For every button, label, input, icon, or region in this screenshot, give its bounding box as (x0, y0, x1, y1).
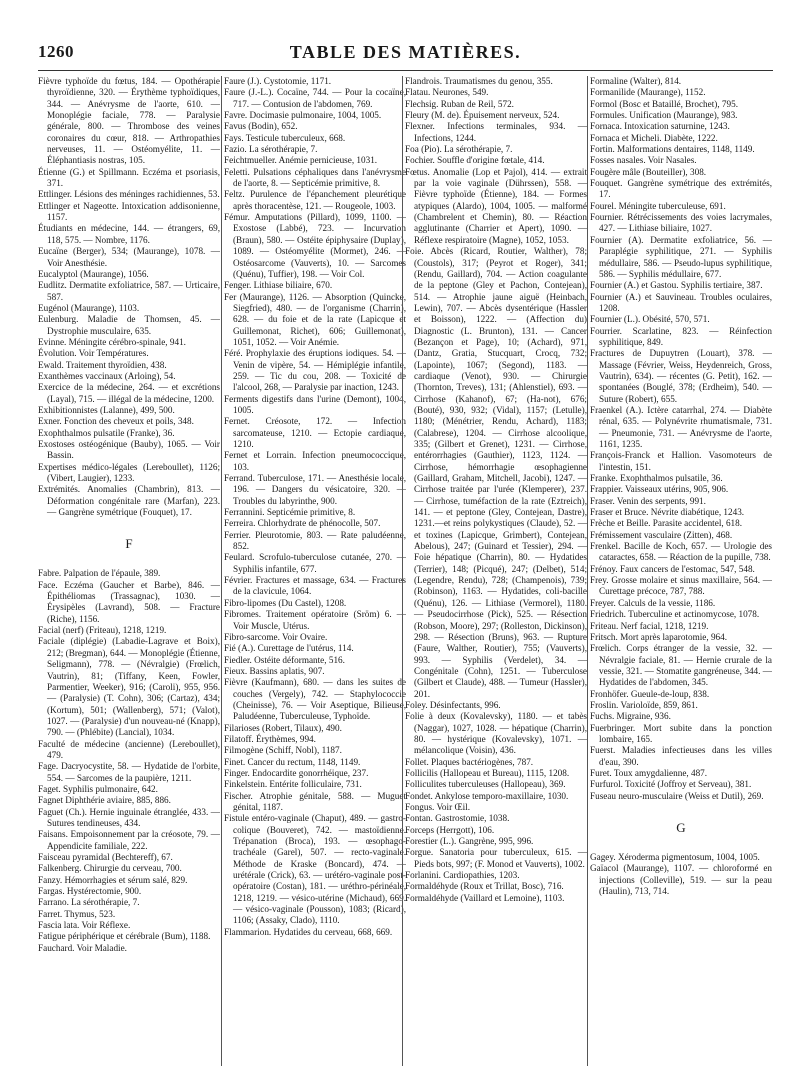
index-entry: Frénoy. Faux cancers de l'estomac, 547, 548. (590, 563, 755, 574)
index-entry: Faisans. Empoisonnement par la créosote, 79. — Appendicite familiale, 222. (38, 829, 220, 851)
index-entry: Forestier (L.). Gangrène, 995, 996. (405, 836, 534, 847)
index-entry: Fuseau neuro-musculaire (Weiss et Dutil), 269. (590, 790, 764, 801)
index-entry: Follicilis (Hallopeau et Bureau), 1115, 1208. (405, 767, 570, 778)
index-entry: Fournier (L.). Obésité, 570, 571. (590, 314, 710, 325)
index-entry: Ferments digestifs dans l'urine (Demont), 1004, 1005. (224, 393, 406, 415)
index-entry: Étienne (G.) et Spillmann. Eczéma et psoriasis, 371. (38, 166, 220, 189)
index-column-2 (224, 76, 406, 1066)
index-entry: Fuchs. Migraine, 936. (590, 711, 671, 722)
index-entry: Frémissement vasculaire (Zitten), 468. (590, 529, 733, 540)
index-entry: Fernet. Créosote, 172. — Infection sarcomateuse, 1210. — Ectopie cardiaque, 1210. (224, 416, 406, 449)
index-entry: Falkenberg. Chirurgie du cerveau, 700. (38, 863, 182, 874)
index-entry: Flammarion. Hydatides du cerveau, 668, 669. (224, 926, 393, 937)
index-entry: Faisceau pyramidal (Bechtereff), 67. (38, 852, 173, 862)
index-entry: Eulenburg. Maladie de Thomsen, 45. — Dystrophie musculaire, 635. (38, 314, 220, 336)
index-entry: Faciale (diplégie) (Labadie-Lagrave et Boix), 212; (Bregman), 644. — Monoplégie (Étienne, Seligmann), 778. — (Névralgie) (Frœlich, Vautrin), 81; (Tiffany, Keen, Fowler, Parmentier, Weeker), 916; (Caroli), 955, 956. — (Paralysie) (T. Cohn), 306; (Cartaz), 434; (Kortum), 501; (Wallenberg), 571; (Valot), 1027. — (Paralysie) d'un nouveau-né (Knapp), 790. — (Phlébite) (Lancial), 1034. (38, 636, 220, 738)
index-entry: Ettlinger et Nageotte. Intoxication addisonienne, 1157. (38, 200, 220, 223)
running-title: TABLE DES MATIÈRES. (289, 42, 522, 62)
index-entry: Fanzy. Hémorrhagies et sérum salé, 829. (38, 874, 188, 885)
index-entry: Filarioses (Robert, Tilaux), 490. (224, 722, 342, 733)
index-entry: Farret. Thymus, 523. (38, 908, 116, 919)
index-entry: Folie à deux (Kovalevsky), 1180. — et tabès (Naggar), 1027, 1028. — hépatique (Charrin), 80. — hystérique (Kovalevsky), 1071. — mélancolique (Voisin), 436. (405, 711, 587, 756)
index-entry: Fargas. Hystérectomie, 900. (38, 886, 142, 897)
index-entry: Fornaca. Intoxication saturnine, 1243. (590, 121, 730, 132)
index-entry: Eucalyptol (Maurange), 1056. (38, 268, 149, 279)
index-entry: Flechsig. Ruban de Reil, 572. (405, 98, 514, 109)
index-entry: Ettlinger. Lésions des méninges rachidiennes, 53. (38, 189, 220, 200)
index-entry: Filmogène (Schiff, Nobl), 1187. (224, 745, 342, 756)
index-entry: Exophthalmos pulsatile (Franke), 36. (38, 427, 175, 438)
index-entry: Fenger. Lithiase biliaire, 670. (224, 280, 333, 291)
index-entry: Fibro-sarcome. Voir Ovaire. (224, 631, 328, 642)
index-entry: Fourel. Méningite tuberculeuse, 691. (590, 200, 726, 211)
index-entry: Feltz. Purulence de l'épanchement pleurétique après thoracentèse, 121. — Rougeole, 1003. (224, 189, 406, 211)
index-entry: Facial (nerf) (Friteau), 1218, 1219. (38, 625, 167, 636)
index-entry: Fiedler. Ostéite déformante, 516. (224, 654, 345, 665)
index-entry: Feulard. Scrofulo-tuberculose cutanée, 270. — Syphilis infantile, 677. (224, 552, 406, 574)
index-entry: Fosses nasales. Voir Nasales. (590, 155, 697, 166)
index-entry: Feletti. Pulsations céphaliques dans l'anévrysme de l'aorte, 8. — Septicémie primitive, 8. (224, 166, 406, 189)
index-entry: Fibromes. Traitement opératoire (Sröm) 6. — Voir Muscle, Utérus. (224, 609, 406, 631)
index-entry: Feichtmueller. Anémie pernicieuse, 1031. (224, 155, 378, 166)
index-entry: Follet. Plaques bactériogènes, 787. (405, 756, 534, 767)
index-entry: Gaïacol (Maurange), 1107. — chloroformé en injections (Colleville), 519. — sur la peau (Haulin), 713, 714. (590, 863, 772, 897)
index-entry: Fontan. Gastrostomie, 1038. (405, 813, 510, 824)
index-entry: Finger. Endocardite gonorrhéique, 237. (224, 767, 369, 778)
index-entry: Finet. Cancer du rectum, 1148, 1149. (224, 756, 361, 767)
index-entry: Fazio. La sérothérapie, 7. (224, 144, 318, 155)
index-entry: Freyer. Calculs de la vessie, 1186. (590, 597, 716, 608)
index-columns (38, 76, 775, 1066)
index-entry: Fondet. Ankylose temporo-maxillaire, 1030. (405, 790, 569, 801)
index-entry: Filatoff. Érythèmes, 994. (224, 733, 316, 744)
index-entry: Furfurol. Toxicité (Joffroy et Serveau), 381. (590, 779, 752, 790)
index-column-3 (405, 76, 587, 1066)
index-entry: Exercice de la médecine, 264. — et excrétions (Layal), 715. — illégal de la médecine, 1200. (38, 382, 220, 404)
index-entry: Formaldéhyde (Vaillard et Lemoine), 1103. (405, 892, 565, 903)
index-entry: Fornaca et Micheli. Diabète, 1222. (590, 132, 718, 143)
index-entry: Ewald. Traitement thyroïdien, 438. (38, 359, 167, 370)
index-entry: Faure (J.-L.). Cocaïne, 744. — Pour la cocaïne, 717. — Contusion de l'abdomen, 769. (224, 87, 406, 109)
index-entry: Eudlitz. Dermatite exfoliatrice, 587. — Urticaire, 587. (38, 280, 220, 302)
index-entry: Fièvre (Kaufmann), 680. — dans les suites de couches (Vergely), 742. — Staphylococcie (Cheinisse), 76. — Voir Aseptique, Bilieuse, Paludéenne, Tuberculeuse, Typhoïde. (224, 677, 406, 722)
index-entry: Formules. Unification (Maurange), 983. (590, 110, 738, 121)
index-entry: Fœtus. Anomalie (Lop et Pajol), 414. — extrait par la voie vaginale (Dührssen), 558. — Fièvre typhoïde (Étienne), 184. — Formes atypiques (Alardo), 1004, 1005. — malformé (Chambrelent et Chemin), 80. — Réaction agglutinante (Charrier et Apert), 1090. — Réflexe respiratoire (Magne), 1052, 1053. (405, 166, 587, 245)
index-entry: Exostoses ostéogénique (Bauby), 1065. — Voir Bassin. (38, 439, 220, 461)
index-entry: Frœlich. Corps étranger de la vessie, 32. — Névralgie faciale, 81. — Hernie crurale de la vessie, 321. — Stomatite gangréneuse, 344. — Hydatides de l'abdomen, 345. (590, 643, 772, 688)
index-entry: Frey. Grosse molaire et sinus maxillaire, 564. — Curettage précoce, 787, 788. (590, 575, 772, 597)
index-entry: Fage. Dacryocystite, 58. — Hydatide de l'orbite, 554. — Sarcomes de la paupière, 1211. (38, 761, 220, 783)
index-column-1 (38, 76, 220, 1066)
index-entry: Faure (J.). Cystotomie, 1171. (224, 76, 332, 86)
index-entry: Fibro-lipomes (Du Castel), 1208. (224, 597, 347, 608)
index-column-4 (590, 76, 772, 1066)
index-entry: Frappier. Vaisseaux utérins, 905, 906. (590, 484, 729, 495)
index-entry: Fouquet. Gangrène symétrique des extrémités, 17. (590, 178, 772, 200)
index-entry: Formaline (Walter), 814. (590, 76, 682, 86)
page-number: 1260 (38, 42, 74, 61)
index-entry: Fuerbringer. Mort subite dans la ponction lombaire, 165. (590, 722, 772, 744)
index-entry: Flatau. Neurones, 549. (405, 87, 489, 98)
index-entry: Fagnet Diphthérie aviaire, 885, 886. (38, 795, 171, 806)
index-entry: Fatigue périphérique et cérébrale (Bum), 1188. (38, 931, 211, 942)
index-entry: Exhibitionnistes (Lalanne), 499, 500. (38, 404, 175, 415)
index-entry: Fauchard. Voir Maladie. (38, 942, 127, 953)
section-letter: F (125, 536, 133, 552)
index-entry: Franke. Exophthalmos pulsatile, 36. (590, 473, 723, 484)
index-entry: Fémur. Amputations (Pillard), 1099, 1100. — Exostose (Labbé), 723. — Incurvation (Braun), 580. — Ostéite épiphysaire (Duplay), 1089. — Ostéomyélite (Mormet), 246. — Ostéosarcome (Vauverts), 10. — Sarcomes (Quénu), Tuffier), 198. — Voir Col. (224, 212, 406, 279)
index-entry: Fernet et Lorrain. Infection pneumococcique, 103. (224, 450, 406, 472)
index-entry: Ferrannini. Septicémie primitive, 8. (224, 507, 356, 518)
index-entry: Foa (Pio). La sérothérapie, 7. (405, 144, 513, 155)
index-entry: Étudiants en médecine, 144. — étrangers, 69, 118, 575. — Nombre, 1176. (38, 223, 220, 245)
index-entry: Favus (Bodin), 652. (224, 121, 298, 132)
index-entry: Fabre. Palpation de l'épaule, 389. (38, 568, 161, 579)
index-entry: Fié (A.). Curettage de l'utérus, 114. (224, 643, 354, 654)
column-divider (587, 76, 588, 1066)
index-entry: Forgue. Sanatoria pour tuberculeux, 615. — Pieds bots, 997; (F. Monod et Vauverts), 1002. (405, 847, 587, 869)
index-entry: Faculté de médecine (ancienne) (Lereboullet), 479. (38, 738, 220, 760)
index-entry: Fieux. Bassins aplatis, 907. (224, 665, 325, 676)
section-letter: G (676, 820, 686, 835)
index-entry: Fortin. Malformations dentaires, 1148, 1149. (590, 144, 755, 155)
index-entry: Frèche et Beille. Parasite accidentel, 618. (590, 518, 743, 529)
index-entry: Frenkel. Bacille de Koch, 657. — Urologie des cataractes, 658. — Réaction de la pupille, 738. (590, 541, 772, 563)
index-entry: Friteau. Nerf facial, 1218, 1219. (590, 620, 709, 631)
index-entry: Féré. Prophylaxie des éruptions iodiques. 54. — Venin de vipère, 54. — Hémiplégie infantile, 259. — Tic du cou, 208. — Toxicité de l'alcool, 268, — Paralysie par inaction, 1243. (224, 348, 406, 393)
index-entry: Folliculites tuberculeuses (Hallopeau), 369. (405, 779, 566, 790)
header-rule (38, 70, 773, 71)
index-entry: Flexner. Infections terminales, 934. — Infections, 1244. (405, 121, 587, 143)
index-entry: Eugénol (Maurange), 1103. (38, 302, 140, 313)
index-entry: Fritsch. Mort après laparotomie, 964. (590, 631, 728, 642)
index-entry: Formaldéhyde (Roux et Trillat, Bosc), 716. (405, 881, 564, 892)
column-divider (221, 76, 222, 1066)
index-entry: Fochier. Souffle d'origine fœtale, 414. (405, 155, 545, 166)
index-entry: Fièvre typhoïde du fœtus, 184. — Opothérapie thyroïdienne, 320. — Érythème typhoïdiques, 344. — Anévrysme de l'aorte, 610. — Monoplégie faciale, 778. — Paralysie générale, 800. — Thrombose des veines coronaires du cœur, 818. — Arthropathies nerveuses, 11. — Ostéomyélite, 11. — Éléphantiasis nostras, 105. (38, 76, 220, 166)
index-entry: Foley. Désinfectants, 996. (405, 699, 501, 710)
index-entry: Fer (Maurange), 1126. — Absorption (Quincke, Siegfried), 480. — de l'organisme (Charrin), 628. — du foie et de la rate (Lapicque et Guillemonat, Richet), 606; Guillemonat), 1051, 1052. — Voir Anémie. (224, 291, 406, 347)
index-entry: Fronhöfer. Gueule-de-loup, 838. (590, 688, 710, 699)
index-entry: Faget. Syphilis pulmonaire, 642. (38, 783, 158, 794)
index-entry: Ferreira. Chlorhydrate de phénocolle, 507. (224, 518, 381, 529)
index-entry: Évolution. Voir Températures. (38, 348, 149, 359)
index-entry: Fougère mâle (Bouteiller), 308. (590, 166, 707, 177)
index-entry: Evinne. Méningite cérébro-spinale, 941. (38, 336, 186, 347)
index-entry: Fournier. Rétrécissements des voies lacrymales, 427. — Lithiase biliaire, 1027. (590, 212, 772, 234)
index-entry: Fraser. Venin des serpents, 991. (590, 495, 706, 506)
index-entry: Friedrich. Tuberculine et actinomycose, 1078. (590, 609, 760, 620)
index-entry: François-Franck et Hallion. Vasomoteurs de l'intestin, 151. (590, 450, 772, 472)
index-entry: Fournier (A). Dermatite exfoliatrice, 56. — Paraplégie syphilitique, 271. — Syphilis médullaire, 586. — Pseudo-lupus syphilitique, 586. — Syphilis médullaire, 677. (590, 234, 772, 279)
index-entry: Exanthèmes vaccinaux (Arloing), 54. (38, 370, 176, 381)
index-entry: Forceps (Herrgott), 106. (405, 824, 495, 835)
index-entry: Fischer. Atrophie génitale, 588. — Muguet génital, 1187. (224, 790, 406, 812)
index-entry: Foie. Abcès (Ricard, Routier, Walther), 78; (Coustols), 317; (Peyrot et Roger), 341; (Rendu, Gaillard), 704. — Action coagulante de la peptone (Gley et Pachon, Contejean), 514. — Atrophie jaune aiguë (Heinbach, Lewin), 707. — Abcès dysentérique (Hassler et Boisson), 1222. — (Affection du) Diagnostic (L. Brunton), 131. — Cancer (Bezançon et Page), 10; (Achard), 971, (Dantz, Gratia, Stucquart, Crocq, 732; (Lapointe), 1067; (Segond), 1183. — cardiaque (Venot), 930. — Chirurgie (Thornton, Treves), 131; (Ahlenstiel), 693. — Cirrhose (Kahanof), 67; (Ha-not), 676; (Bouté), 930, 932; (Vidal), 1157; (Letulle), 1180; (Ménétrier, Rendu, Achard), 1183; (Calabrese), 1204. — Cirrhose alcoolique, 335; (Gilbert et Grenet), 1231. — Cirrhose, entérorrhagies (Gauthier), 1123, 1124. — Cirrhose, hémorrhagie œsophagienne (Gaillard, Graham, Mitchell, Jacobi), 1247. — Cirrhose traitée par l'urée (Klemperer), 237. — Cirrhose, tuméfaction de la rate (Eztreich), 141. — et peptone (Gley, Contejean, Dastre), 1231.—et reins polykystiques (Claude), 52. — et toxines (Lapicque, Grimbert), Contejean, Abelous), 247; (Guinard et Tessier), 294. — Foie hépatique (Charrin), 80. — Hydatides (Terrier), 148; (Picqué), 247; (Delbet), 514; (Legendre, Rendu), 728; (Champenois), 739; (Robinson), 1163. — Hydatides, coli-bacille (Quénu), 126. — Lithiase (Vermorel), 1180. — Pseudocirrhose (Pick), 525. — Résection (Robson, Moore), 297; (Rolleston, Dickinson), 298. — Résection (Bruns), 963. — Rupture (Faure, Walther, Routier), 755; (Vauverts), 993. — Syphilis (Verdelet), 34. — Congénitale (Cohn), 1251. — Tuberculose (Gilbert et Claude), 488. — Tumeur (Hassler), 201. (405, 246, 587, 699)
index-entry: Fourrier. Scarlatine, 823. — Réinfection syphilitique, 849. (590, 325, 772, 347)
index-entry: Fleury (M. de). Épuisement nerveux, 524. (405, 110, 560, 121)
column-divider (402, 76, 403, 1066)
index-entry: Fournier (A.) et Gastou. Syphilis tertiaire, 387. (590, 280, 763, 291)
index-entry: Fraser et Bruce. Névrite diabétique, 1243. (590, 507, 745, 518)
index-entry: Expertises médico-légales (Lereboullet), 1126; (Vibert, Laugier), 1233. (38, 461, 220, 484)
page-header (38, 42, 773, 70)
index-entry: Forlanini. Cardiopathies, 1203. (405, 870, 520, 881)
index-entry: Ferrier. Pleurotomie, 803. — Rate paludéenne, 852. (224, 529, 406, 552)
index-entry: Faguet (Ch.). Hernie inguinale étranglée, 433. — Sutures tendineuses, 434. (38, 806, 220, 828)
index-entry: Fraenkel (A.). Ictère catarrhal, 274. — Diabète rénal, 635. — Polynévrite rhumatismale, 731. — Pneumonie, 731. — Anévrysme de l'aorte, 1161, 1235. (590, 404, 772, 449)
index-entry: Formol (Bosc et Bataillé, Brochet), 795. (590, 98, 738, 109)
index-entry: Fays. Testicule tuberculeux, 668. (224, 132, 346, 143)
index-entry: Fistule entéro-vaginale (Chaput), 489. — gastro-colique (Bouveret), 742. — mastoïdienne. Trépanation (Broca), 193. — œsophago-trachéale (Garel), 507. — recto-vaginale. Méthode de Kraske (Boncard), 474. — urétérale (Crick), 63. — urétéro-vaginale post-opératoire (Costan), 181. — uréthro-périnéale, 1218, 1219. — vésico-utérine (Michaud), 669. — vésico-vaginale (Pousson), 1083; (Ricard), 1106; (Assaky, Clado), 1110. (224, 813, 406, 926)
index-entry: Ferrand. Tuberculose, 171. — Anesthésie locale, 196. — Dangers du vésicatoire, 320. — Troubles du labyrinthe, 900. (224, 473, 406, 506)
index-entry: Fuerst. Maladies infectieuses dans les villes d'eau, 390. (590, 745, 772, 767)
index-entry: Fongus. Voir Œil. (405, 802, 471, 812)
index-entry: Fournier (A.) et Sauvineau. Troubles oculaires, 1208. (590, 291, 772, 313)
index-entry: Exner. Fonction des cheveux et poils, 348. (38, 416, 194, 427)
index-entry: Face. Eczéma (Gaucher et Barbe), 846. — Épithéliomas (Trassagnac), 1030. — Érysipèles (Lavrand), 508. — Fracture (Riche), 1156. (38, 579, 220, 624)
index-entry: Gagey. Xéroderma pigmentosum, 1004, 1005. (590, 852, 760, 862)
index-entry: Froslin. Varioloïde, 859, 861. (590, 699, 698, 710)
index-entry: Fractures de Dupuytren (Louart), 378. — Massage (Février, Weiss, Heydenreich, Gross, Vautrin), 634). — récentes (G. Petit), 162. — spontanées (Bouglé, 378; (Erdheim), 540. — Suture (Robert), 655. (590, 348, 772, 404)
index-entry: Favre. Docimasie pulmonaire, 1004, 1005. (224, 110, 382, 121)
index-entry: Extrémités. Anomalies (Chambrin), 813. — Déformation congénitale rare (Marfan), 223. — Gangrène symétrique (Fouquet), 17. (38, 484, 220, 518)
index-entry: Eucaïne (Berger), 534; (Maurange), 1078. — Voir Anesthésie. (38, 246, 220, 268)
index-entry: Finkelstein. Entérite folliculaire, 731. (224, 779, 362, 790)
index-entry: Farrano. La sérothérapie, 7. (38, 897, 140, 908)
index-entry: Furet. Toux amygdalienne, 487. (590, 767, 708, 778)
index-entry: Fascia lata. Voir Réflexe. (38, 920, 131, 931)
index-entry: Formanilide (Maurange), 1152. (590, 87, 706, 98)
index-entry: Février. Fractures et massage, 634. — Fractures de la clavicule, 1064. (224, 575, 406, 597)
index-entry: Flandrois. Traumatismes du genou, 355. (405, 76, 553, 86)
